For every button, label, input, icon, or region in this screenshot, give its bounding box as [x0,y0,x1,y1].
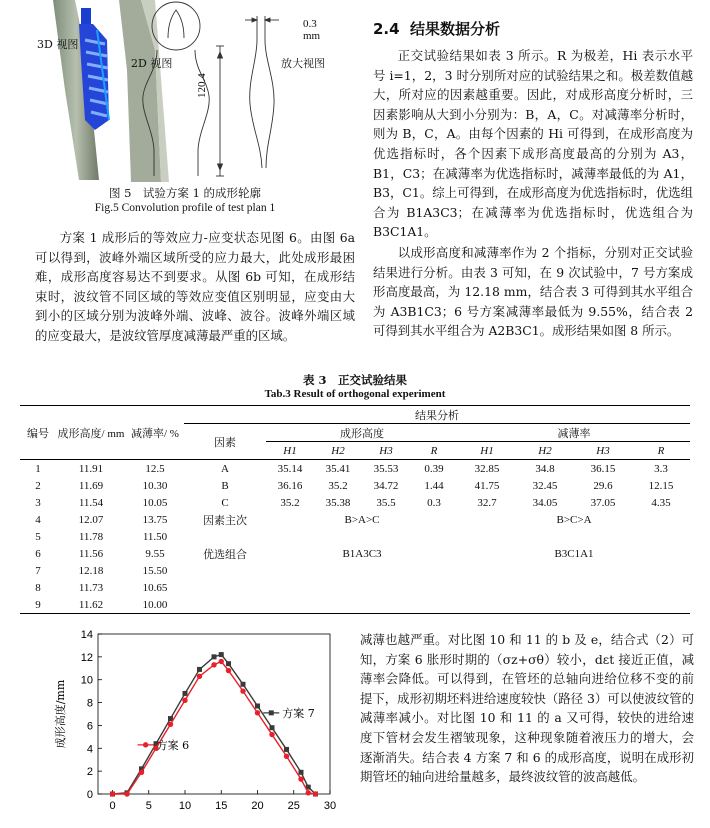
cell-thinning: 10.05 [142,496,168,509]
y-tick-label: 2 [86,766,93,779]
data-point [139,770,144,775]
data-point [269,732,274,737]
right-bottom-paragraph: 减薄也越严重。对比图 10 和 11 的 b 及 e，结合式（2）可知，方案 6 胀形时期的（σz+σθ）较小，dεt 接近正值，减薄率会降低。可以得到，在管坯的总轴向进给位移不变的前提下，成形初期坯料进给速度较快（路径 3）可以使波纹管的减薄率减小。对比图 10 和 11 的 a 又可得，较快的进给速度下管材会发生褶皱现象，这种现象随着液压力的增大，会逐渐消失。结合表 4 方案 7 和 6 的成形高度，说明在成形初期管坯的轴向进给量越多，最终波纹管的波高越低。 [360,632,694,785]
col-header-factor: 因素 [184,424,266,460]
cell-value: 32.85 [474,462,500,475]
x-tick-label: 10 [178,800,192,812]
cell-value: 32.45 [532,479,558,492]
data-point [110,791,115,796]
sub-header: H3 [362,442,410,460]
data-point [298,776,303,781]
data-point [284,747,289,752]
cell-height: 12.07 [78,513,104,526]
left-paragraph: 方案 1 成形后的等效应力-应变状态见图 6。由图 6a 可以得到，波峰外端区域所受的应力最大，此处成形最困难，成形高度容易达不到要求。从图 6b 可知，在成形结束时，波纹管不同区域的等效应变值区别明显，应变由大到小的区域分别为波峰外端、波峰、波谷。波峰外端区域的应变最大，是波纹管厚度减薄最严重的区域。 [35,230,355,343]
cell-value: 0.3 [427,496,441,509]
cell-no: 4 [35,513,41,526]
x-tick-label: 30 [323,800,337,812]
cell-height: 12.18 [78,564,104,577]
cell-value: 35.5 [376,496,396,509]
cell-factor: C [221,496,229,509]
label-2d-view: 2D 视图 [131,57,173,70]
data-point [226,668,231,673]
cell-thinning: 13.75 [142,513,168,526]
zoom-circle [152,2,200,50]
data-point [313,791,318,796]
cell-no: 9 [35,598,41,611]
cell-factor: B [221,479,229,492]
sub-header: H2 [516,442,574,460]
cell-value: 35.14 [277,462,303,475]
sub-header: H3 [574,442,632,460]
cell-height: 11.56 [78,547,104,560]
data-point [183,691,188,696]
cell-value: 35.2 [280,496,300,509]
data-point [212,654,217,659]
profile-zoom [245,16,279,168]
label-zoom-view: 放大视图 [281,57,325,70]
cell-primary-height: B>A>C [344,513,380,526]
cell-thinning: 10.00 [142,598,168,611]
label-3d-view: 3D 视图 [37,38,79,51]
cell-value: 32.7 [477,496,497,509]
cell-value: 35.41 [325,462,351,475]
y-axis-label: 成形高度/mm [54,679,67,749]
cell-value: 34.8 [535,462,555,475]
sub-header: R [410,442,458,460]
x-tick-label: 5 [145,800,152,812]
legend-label: 方案 7 [282,706,315,720]
data-point [197,667,202,672]
cell-value: 29.6 [593,479,613,492]
data-point [241,682,246,687]
cell-height: 11.54 [78,496,104,509]
cell-value: 3.3 [654,462,668,475]
cell-no: 2 [35,479,41,492]
table-row [20,545,690,562]
cell-best-label: 优选组合 [203,548,247,561]
cell-thinning: 11.50 [142,530,168,543]
y-tick-label: 10 [80,674,93,687]
figure-5-caption-en: Fig.5 Convolution profile of test plan 1 [94,202,276,214]
cell-primary-thinning: B>C>A [556,513,592,526]
sub-header: H1 [266,442,314,460]
x-tick-label: 25 [287,800,300,812]
data-point [168,722,173,727]
cell-value: 12.15 [648,479,674,492]
x-tick-label: 15 [215,800,228,812]
x-tick-label: 0 [109,800,116,812]
data-point [124,791,129,796]
data-point [211,662,216,667]
table-row [20,477,690,494]
col-header-height: 成形高度/ mm [56,406,126,460]
cell-value: 36.15 [590,462,616,475]
cell-value: 0.39 [424,462,444,475]
col-header-thinning: 减薄率/ % [126,406,184,460]
figure-5-drawing [35,0,335,182]
section-paragraph-1: 正交试验结果如表 3 所示。R 为极差，Hi 表示水平号 i=1，2，3 时分别所对应的试验结果之和。极差数值越大，所对应的因素越重要。因此，对成形高度分析时，三因素影响从大到小分别为：B，A，C。对减薄率分析时，则为 B，C，A。由每个因素的 Hi 可得到，在成形高度为优选指标时，各个因素下成形高度最高的分别为 A3，B1，C3；在减薄率为优选指标时，减薄率最低的为 A1，B3，C1。综上可得到，在成形高度为优选指标时，优选组合为 B1A3C3；在减薄率为优选指标时，优选组合为 B3C1A1。 [373,48,693,240]
cell-value: 35.38 [325,496,351,509]
cell-height: 11.91 [78,462,104,475]
cell-height: 11.62 [78,598,104,611]
data-point [255,704,260,709]
cell-height: 11.78 [78,530,104,543]
cell-no: 7 [35,564,41,577]
y-tick-label: 8 [86,697,93,710]
cell-best-height: B1A3C3 [342,547,382,560]
data-point [270,725,275,730]
x-tick-label: 20 [251,800,264,812]
data-point [219,659,224,664]
data-point [219,652,224,657]
cell-value: 37.05 [590,496,616,509]
col-header-group-height: 成形高度 [266,424,458,442]
cell-thinning: 9.55 [145,547,165,560]
section-paragraph-2: 以成形高度和减薄率作为 2 个指标，分别对正交试验结果进行分析。由表 3 可知，在 9 次试验中，7 号方案成形高度最高，为 12.18 mm，结合表 3 可得到其水平组合为 A3B1C3；6 号方案减薄率最低为 9.55%，结合表 2 可得到其水平组合为 A2B3C1。成形结果如图 8 所示。 [373,245,693,339]
cell-no: 1 [35,462,41,475]
legend-marker [269,710,274,715]
cell-value: 4.35 [651,496,671,509]
section-title: 结果数据分析 [410,20,501,38]
table-3-title-en: Tab.3 Result of orthogonal experiment [264,388,446,400]
y-tick-label: 4 [86,743,93,756]
y-tick-label: 14 [80,629,93,641]
col-header-group-thinning: 减薄率 [458,424,690,442]
table-3 [20,405,690,614]
y-tick-label: 0 [86,789,93,801]
cell-value: 34.72 [373,479,399,492]
cell-best-thinning: B3C1A1 [554,547,594,560]
cell-thinning: 10.65 [142,581,168,594]
data-point [306,790,311,795]
cell-primary-label: 因素主次 [203,514,247,527]
figure-5 [35,0,335,182]
table-row [20,596,690,614]
data-point [240,688,245,693]
cell-no: 6 [35,547,41,560]
col-header-analysis: 结果分析 [184,406,690,424]
table-row [20,528,690,545]
data-point [182,698,187,703]
y-tick-label: 12 [80,651,93,664]
sub-header: H2 [314,442,362,460]
sub-header: R [632,442,690,460]
cell-thinning: 15.50 [142,564,168,577]
section-number: 2.4 [373,20,400,38]
cell-value: 1.44 [424,479,444,492]
table-row [20,579,690,596]
dim-height: 120.4 [196,73,208,98]
dim-gap: 0.3 mm [303,18,321,42]
y-tick-label: 6 [86,720,93,733]
cell-thinning: 12.5 [145,462,165,475]
data-point [255,710,260,715]
cell-value: 35.53 [373,462,399,475]
cell-value: 41.75 [474,479,500,492]
height-chart-svg [50,626,350,824]
section-heading [373,18,500,39]
col-header-no: 编号 [20,406,56,460]
table-row [20,511,690,528]
figure-5-caption-cn: 图 5 试验方案 1 的成形轮廓 [108,186,262,200]
legend-marker [143,742,148,747]
cell-factor: A [221,462,229,475]
cell-value: 35.2 [328,479,348,492]
data-point [226,661,231,666]
table-row [20,494,690,511]
height-chart [50,626,350,824]
legend-label: 方案 6 [156,738,190,752]
cell-no: 8 [35,581,41,594]
table-row [20,460,690,478]
cell-value: 36.16 [277,479,303,492]
cell-value: 34.05 [532,496,558,509]
data-point [197,674,202,679]
cell-no: 3 [35,496,41,509]
table-3-title-cn: 表 3 正交试验结果 [302,373,407,387]
cell-height: 11.73 [78,581,104,594]
data-point [284,754,289,759]
sub-header: H1 [458,442,516,460]
data-point [299,770,304,775]
table-row [20,562,690,579]
cell-no: 5 [35,530,41,543]
cell-thinning: 10.30 [142,479,168,492]
cell-height: 11.69 [78,479,104,492]
